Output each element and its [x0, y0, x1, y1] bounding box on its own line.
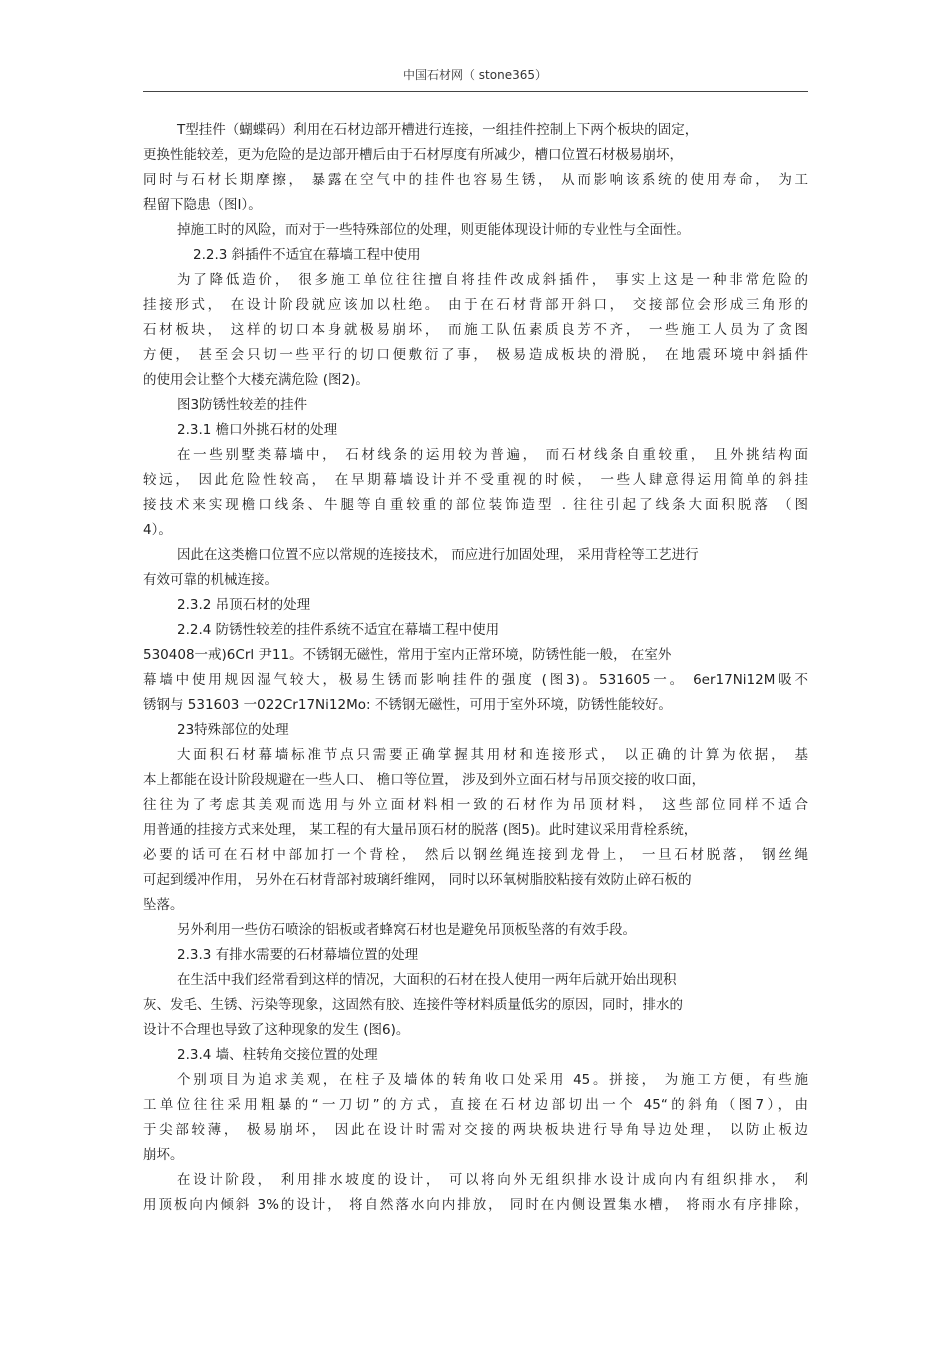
text-line: 坠落。 — [143, 897, 184, 913]
text-line: 因此在这类檐口位置不应以常规的连接技术， 而应进行加固处理， 采用背栓等工艺进行 — [177, 547, 699, 563]
article-body — [143, 118, 808, 1218]
text-line: 石材板块， 这样的切口本身就极易崩坏， 而施工队伍素质良芳不齐， 一些施工人员为了贪图 — [143, 322, 808, 338]
text-line: 的使用会让整个大楼充满危险 (图2)。 — [143, 372, 369, 388]
text-line: 崩坏。 — [143, 1147, 184, 1163]
text-line: 工单位往往采用粗暴的“一刀切”的方式，直接在石材边部切出一个 45“的斜角（图7），由 — [143, 1097, 808, 1113]
text-line: 本上都能在设计阶段规避在一些人口、 檐口等位置， 涉及到外立面石材与吊顶交接的收口面， — [143, 772, 706, 788]
text-line: 灰、发毛、生锈、污染等现象，这固然有胶、连接件等材料质量低劣的原因，同时，排水的 — [143, 997, 683, 1013]
text-line: 2.3.3 有排水需要的石材幕墙位置的处理 — [177, 947, 419, 963]
text-line: 在一些别墅类幕墙中， 石材线条的运用较为普遍， 而石材线条自重较重， 且外挑结构面 — [177, 447, 808, 463]
text-line: 在设计阶段， 利用排水坡度的设计， 可以将向外无组织排水设计成向内有组织排水， 利 — [177, 1172, 808, 1188]
text-line: 挂接形式， 在设计阶段就应该加以杜绝。 由于在石材背部开斜口， 交接部位会形成三角形的 — [143, 297, 808, 313]
text-line: 为了降低造价， 很多施工单位往往擅自将挂件改成斜插件， 事实上这是一种非常危险的 — [177, 272, 808, 288]
text-line: 可起到缓冲作用， 另外在石材背部衬玻璃纤维网， 同时以环氧树脂胶粘接有效防止碎石板的 — [143, 872, 692, 888]
text-line: 23特殊部位的处理 — [177, 722, 289, 738]
text-line: 用普通的挂接方式来处理， 某工程的有大量吊顶石材的脱落 (图5)。此时建议采用背栓系统， — [143, 822, 698, 838]
text-line: 另外利用一些仿石喷涂的铝板或者蜂窝石材也是避免吊顶板坠落的有效手段。 — [177, 922, 636, 938]
text-line: 图3防锈性较差的挂件 — [177, 397, 308, 413]
text-line: 往往为了考虑其美观而选用与外立面材料相一致的石材作为吊顶材料， 这些部位同样不适合 — [143, 797, 808, 813]
text-line: 设计不合理也导致了这种现象的发生 (图6)。 — [143, 1022, 410, 1038]
text-line: 有效可靠的机械连接。 — [143, 572, 278, 588]
text-line: 4）。 — [143, 522, 172, 538]
text-line: 2.3.1 檐口外挑石材的处理 — [177, 422, 338, 438]
text-line: 530408一戒)6Crl 尹11。不锈钢无磁性，常用于室内正常环境，防锈性能一般， 在室外 — [143, 647, 672, 663]
text-line: 方便， 甚至会只切一些平行的切口便敷衍了事， 极易造成板块的滑脱， 在地震环境中斜插件 — [143, 347, 808, 363]
text-line: 个别项目为追求美观，在柱子及墙体的转角收口处采用 45。拼接， 为施工方便，有些施 — [177, 1072, 808, 1088]
text-line: 2.3.2 吊顶石材的处理 — [177, 597, 311, 613]
header-divider — [143, 91, 808, 92]
text-line: 程留下隐患（图I）。 — [143, 197, 262, 213]
text-line: 在生活中我们经常看到这样的情况，大面积的石材在投人使用一两年后就开始出现积 — [177, 972, 677, 988]
text-line: 掉施工时的风险，而对于一些特殊部位的处理，则更能体现设计师的专业性与全面性。 — [177, 222, 690, 238]
text-line: 接技术来实现檐口线条、牛腿等自重较重的部位装饰造型 . 往往引起了线条大面积脱落 （图 — [143, 497, 808, 513]
text-line: 用顶板向内倾斜 3%的设计， 将自然落水向内排放， 同时在内侧设置集水槽， 将雨水有序排除， — [143, 1197, 808, 1213]
text-line: 必要的话可在石材中部加打一个背栓， 然后以钢丝绳连接到龙骨上， 一旦石材脱落， 钢丝绳 — [143, 847, 808, 863]
text-line: 2.2.3 斜插件不适宜在幕墙工程中使用 — [193, 247, 421, 263]
text-line: 大面积石材幕墙标准节点只需要正确掌握其用材和连接形式， 以正确的计算为依据， 基 — [177, 747, 808, 763]
text-line: 幕墙中使用规因湿气较大，极易生锈而影响挂件的强度 (图3)。531605一。 6er17Ni12M吸不 — [143, 672, 808, 688]
text-line: 同时与石材长期摩擦， 暴露在空气中的挂件也容易生锈， 从而影响该系统的使用寿命， 为工 — [143, 172, 808, 188]
text-line: 较远， 因此危险性较高， 在早期幕墙设计并不受重视的时候， 一些人肆意得运用简单的斜挂 — [143, 472, 808, 488]
text-line: T型挂件（蝴蝶码）利用在石材边部开槽进行连接，一组挂件控制上下两个板块的固定， — [177, 122, 699, 138]
text-line: 更换性能较差，更为危险的是边部开槽后由于石材厚度有所减少，槽口位置石材极易崩坏， — [143, 147, 683, 163]
text-line: 2.2.4 防锈性较差的挂件系统不适宜在幕墙工程中使用 — [177, 622, 500, 638]
page-header: 中国石材网（ stone365） — [402, 68, 547, 82]
text-line: 2.3.4 墙、柱转角交接位置的处理 — [177, 1047, 378, 1063]
text-line: 锈钢与 531603 一022Cr17Ni12Mo: 不锈钢无磁性，可用于室外环境，防锈性能较好。 — [143, 697, 672, 713]
text-line: 于尖部较薄， 极易崩坏， 因此在设计时需对交接的两块板块进行导角导边处理， 以防止板边 — [143, 1122, 808, 1138]
